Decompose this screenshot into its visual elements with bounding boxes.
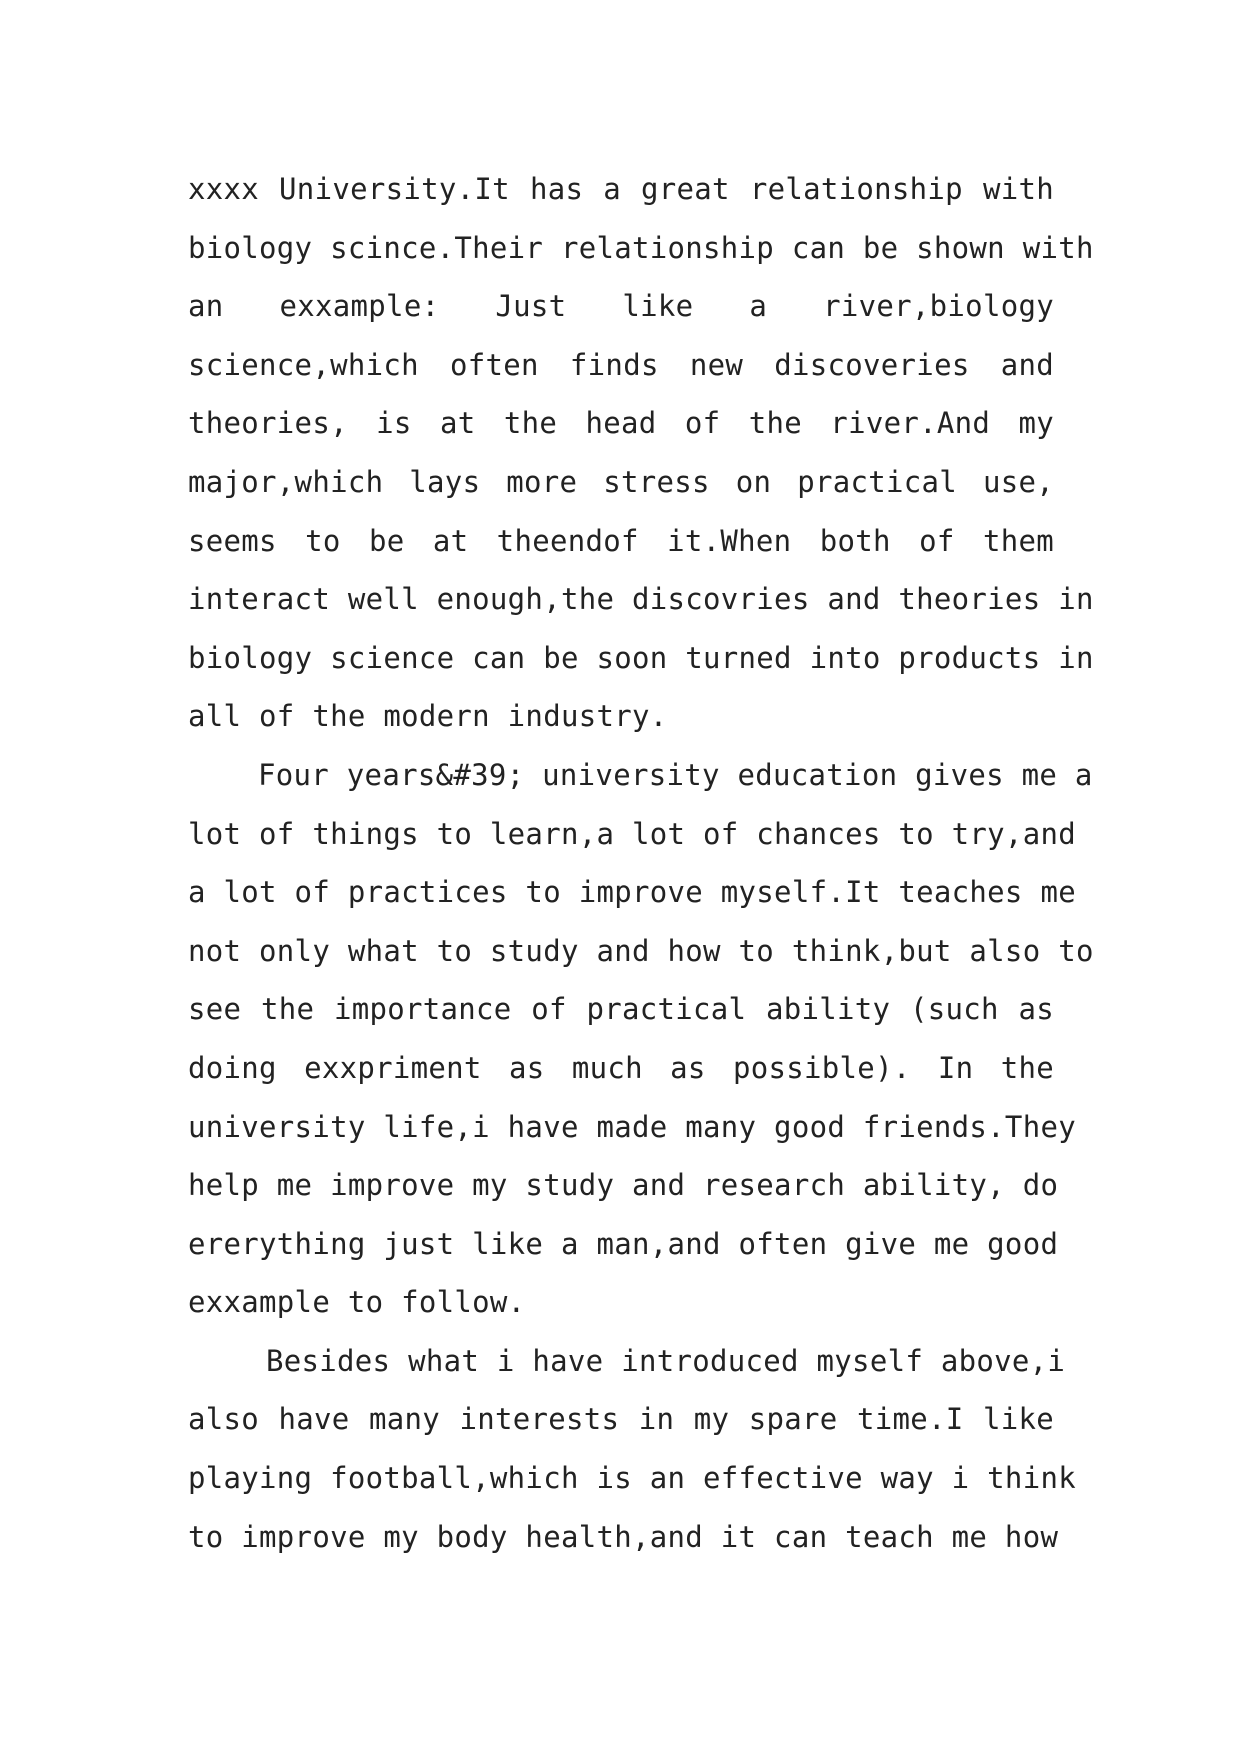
text-line: interact well enough,the discovries and theories in [188,582,1094,617]
text-line: major,which lays more stress on practical use, [188,464,1054,499]
paragraph-2 [188,746,1094,1332]
text-line: xxxx University.It has a great relationship with [188,172,1054,206]
text-line: exxample to follow. [188,1285,526,1320]
text-line: biology scince.Their relationship can be shown with [188,230,1094,265]
text-line: see the importance of practical ability (such as [188,992,1054,1027]
text-line: ererything just like a man,and often give me good [188,1226,1059,1261]
text-line: not only what to study and how to think,but also to [188,933,1094,968]
text-line: playing football,which is an effective way i think [188,1461,1076,1496]
text-line: seems to be at theendof it.When both of them [188,523,1054,558]
text-line: science,which often finds new discoveries and [188,347,1054,382]
text-line: to improve my body health,and it can teach me how [188,1519,1059,1554]
text-line: doing exxpriment as much as possible). In the [188,1050,1054,1085]
text-line: also have many interests in my spare time.I like [188,1402,1054,1437]
paragraph-1 [188,160,1094,746]
text-line: an exxample: Just like a river,biology [188,289,1054,324]
text-line: Four years&#39; university education gives me a [258,757,1093,792]
text-line: a lot of practices to improve myself.It teaches me [188,875,1076,910]
text-line: Besides what i have introduced myself above,i [266,1343,1066,1378]
text-line: all of the modern industry. [188,699,668,734]
text-line: theories, is at the head of the river.And my [188,406,1054,441]
text-line: help me improve my study and research ability, do [188,1168,1059,1203]
text-line: university life,i have made many good friends.They [188,1109,1076,1144]
text-line: lot of things to learn,a lot of chances to try,and [188,816,1076,851]
document-body [188,160,1094,1566]
paragraph-3 [188,1332,1076,1566]
text-line: biology science can be soon turned into products in [188,640,1094,675]
